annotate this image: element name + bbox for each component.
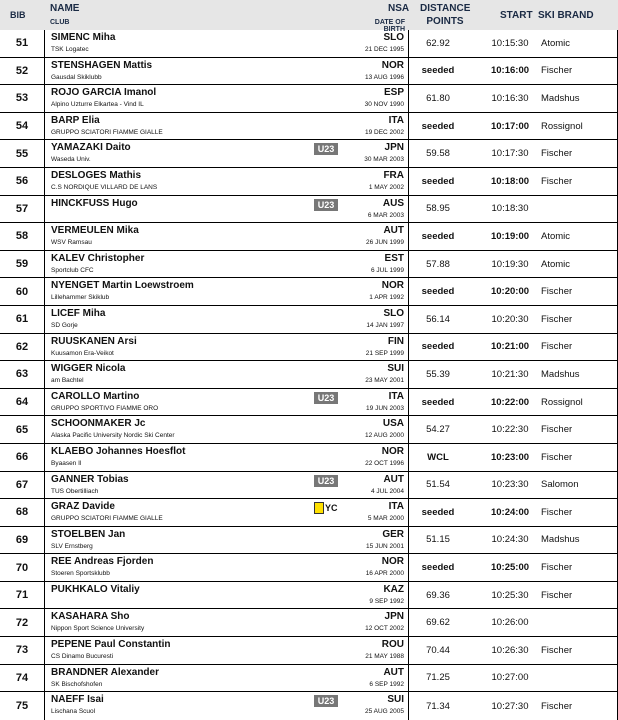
bib-number: 71 [15, 589, 29, 602]
bib-number: 70 [15, 561, 29, 574]
nation-code: USA [382, 418, 404, 430]
date-of-birth: 30 MAR 2003 [364, 156, 404, 164]
ski-brand: Fischer [541, 148, 573, 160]
date-of-birth: 15 JUN 2001 [366, 542, 404, 550]
bib-number: 57 [15, 202, 29, 215]
distance-points: seeded [421, 120, 455, 132]
table-row [0, 58, 618, 86]
club-header: CLUB [50, 19, 70, 26]
start-time: 10:18:00 [490, 175, 530, 187]
table-row [0, 278, 618, 306]
nation-code: KAZ [383, 583, 404, 595]
athlete-name: WIGGER Nicola [51, 363, 126, 375]
bib-number: 59 [15, 258, 29, 271]
athlete-name: SIMENC Miha [51, 32, 116, 43]
nation-code: ESP [383, 87, 404, 99]
table-row [0, 168, 618, 196]
club-name: am Bachtel [51, 377, 84, 385]
bib-number: 69 [15, 533, 29, 546]
nation-code: SLO [383, 32, 404, 43]
club-name: GRUPPO SCIATORI FIAMME GIALLE [51, 515, 163, 523]
distance-points: seeded [421, 286, 455, 298]
athlete-name: STOELBEN Jan [51, 528, 126, 540]
ski-brand: Fischer [541, 286, 573, 298]
date-of-birth: 6 SEP 1992 [369, 680, 404, 688]
start-time: 10:23:30 [491, 479, 529, 491]
athlete-name: VERMEULEN Mika [51, 225, 139, 237]
athlete-name: NYENGET Martin Loewstroem [51, 280, 194, 292]
athlete-name: SCHOONMAKER Jc [51, 418, 146, 430]
start-time: 10:17:30 [491, 148, 529, 160]
distance-points: 71.34 [426, 700, 450, 712]
ski-brand: Atomic [541, 258, 571, 270]
table-row [0, 306, 618, 334]
nation-code: NOR [381, 556, 404, 568]
bib-number: 66 [15, 451, 29, 464]
club-name: Alaska Pacific University Nordic Ski Center [51, 432, 175, 440]
nation-code: JPN [384, 611, 404, 623]
u23-badge: U23 [314, 695, 338, 707]
distance-points: seeded [421, 562, 455, 574]
bib-number: 64 [15, 396, 29, 409]
club-name: GRUPPO SPORTIVO FIAMME ORO [51, 404, 159, 412]
ski-brand: Fischer [541, 506, 573, 518]
distance-points: 54.27 [426, 424, 450, 436]
table-row [0, 30, 618, 58]
distance-points: 62.92 [426, 37, 450, 49]
bib-number: 67 [15, 478, 29, 491]
table-row [0, 499, 618, 527]
nation-code: AUS [382, 197, 404, 209]
club-name: SLV Ernstberg [51, 542, 93, 550]
table-row [0, 472, 618, 500]
nation-code: AUT [383, 473, 404, 485]
bib-number: 74 [15, 671, 29, 684]
u23-badge: U23 [314, 199, 338, 211]
start-time: 10:22:30 [491, 424, 529, 436]
start-time: 10:16:30 [491, 92, 529, 104]
nation-code: NOR [381, 445, 404, 457]
ski-brand: Fischer [541, 700, 573, 712]
club-name: C.S NORDIQUE VILLARD DE LANS [51, 183, 158, 191]
athlete-name: DESLOGES Mathis [51, 169, 142, 181]
nation-code: ITA [388, 501, 404, 513]
club-name: CS Dinamo Bucuresti [51, 653, 114, 661]
ski-brand: Fischer [541, 313, 573, 325]
date-of-birth: 5 MAR 2000 [367, 515, 404, 523]
bib-number: 58 [15, 230, 29, 243]
nation-code: JPN [384, 142, 404, 154]
ski-brand: Fischer [541, 175, 573, 187]
nation-code: SUI [387, 363, 404, 375]
distance-points: 51.15 [426, 534, 450, 546]
nation-code: SUI [387, 694, 404, 706]
bib-number: 51 [15, 37, 29, 50]
distance-points: 69.62 [426, 617, 450, 629]
club-name: Sportclub CFC [51, 266, 94, 274]
ski-brand: Madshus [541, 534, 580, 546]
club-name: TSK Logatec [51, 46, 89, 53]
start-time: 10:25:30 [491, 589, 529, 601]
athlete-name: NAEFF Isai [51, 694, 104, 706]
table-row [0, 196, 618, 224]
nation-code: NOR [381, 280, 404, 292]
club-name: Nippon Sport Science University [51, 625, 145, 633]
bib-number: 54 [15, 120, 29, 133]
club-name: Kuusamon Era-Veikot [51, 349, 114, 357]
date-of-birth: 26 JUN 1999 [366, 239, 404, 247]
athlete-name: PEPENE Paul Constantin [51, 639, 171, 651]
date-of-birth: 19 DEC 2002 [364, 128, 404, 136]
table-row [0, 113, 618, 141]
ski-brand: Atomic [541, 37, 571, 49]
nation-code: EST [384, 252, 404, 264]
start-time: 10:17:00 [490, 120, 530, 132]
club-name: WSV Ramsau [51, 239, 92, 247]
date-of-birth: 12 AUG 2000 [364, 432, 404, 440]
start-time: 10:24:30 [491, 534, 529, 546]
athlete-name: BRANDNER Alexander [51, 666, 159, 678]
bib-number: 72 [15, 616, 29, 629]
bib-number: 55 [15, 147, 29, 160]
dob-header: DATE OF BIRTH [374, 19, 405, 33]
date-of-birth: 4 JUL 2004 [370, 487, 404, 495]
start-time: 10:20:00 [490, 286, 530, 298]
start-list-table [0, 30, 618, 720]
bib-number: 52 [15, 64, 29, 77]
distance-points: seeded [421, 65, 455, 77]
ski-brand: Fischer [541, 65, 573, 77]
table-row [0, 416, 618, 444]
start-time: 10:25:00 [490, 562, 530, 574]
ski-brand: Rossignol [541, 396, 583, 408]
club-name: Byaasen Il [51, 459, 82, 467]
athlete-name: GANNER Tobias [51, 473, 129, 485]
bib-number: 62 [15, 340, 29, 353]
ski-brand: Fischer [541, 424, 573, 436]
table-row [0, 85, 618, 113]
athlete-name: RUUSKANEN Arsi [51, 335, 137, 347]
table-row [0, 361, 618, 389]
distance-points: seeded [421, 175, 455, 187]
club-name: SK Bischofshofen [51, 680, 103, 688]
date-of-birth: 25 AUG 2005 [364, 708, 404, 716]
date-of-birth: 21 DEC 1995 [364, 46, 404, 53]
yellow-card-label: YC [325, 503, 338, 514]
ski-brand: Fischer [541, 341, 573, 353]
start-time: 10:22:00 [490, 396, 530, 408]
distance-points: 57.88 [426, 258, 450, 270]
nation-code: ITA [388, 390, 404, 402]
date-of-birth: 13 AUG 1996 [364, 73, 404, 81]
start-time: 10:19:00 [490, 230, 530, 242]
distance-points: seeded [421, 396, 455, 408]
points-header: POINTS [426, 16, 464, 27]
date-of-birth: 6 JUL 1999 [370, 266, 404, 274]
start-time: 10:24:00 [490, 506, 530, 518]
table-row [0, 389, 618, 417]
date-of-birth: 23 MAY 2001 [365, 377, 404, 385]
ski-brand: Fischer [541, 644, 573, 656]
club-name: Lischana Scuol [51, 708, 96, 716]
distance-points: 69.36 [426, 589, 450, 601]
bib-number: 73 [15, 644, 29, 657]
distance-points: seeded [421, 506, 455, 518]
distance-points: 56.14 [426, 313, 450, 325]
u23-badge: U23 [314, 475, 338, 487]
table-row [0, 692, 618, 720]
date-of-birth: 1 MAY 2002 [368, 183, 404, 191]
nation-code: SLO [383, 307, 404, 319]
ski-brand: Fischer [541, 562, 573, 574]
start-time: 10:27:30 [491, 700, 529, 712]
distance-points: 61.80 [426, 92, 450, 104]
club-name: Alpino Uzturre Elkartea - Vind IL [51, 101, 144, 109]
table-row [0, 637, 618, 665]
bib-number: 63 [15, 368, 29, 381]
date-of-birth: 19 JUN 2003 [366, 404, 404, 412]
bib-number: 60 [15, 285, 29, 298]
start-time: 10:21:00 [490, 341, 530, 353]
date-of-birth: 1 APR 1992 [369, 294, 404, 302]
club-name: Lillehammer Skiklub [51, 294, 110, 302]
date-of-birth: 9 SEP 1992 [369, 597, 404, 605]
athlete-name: KASAHARA Sho [51, 611, 130, 623]
start-time: 10:19:30 [491, 258, 529, 270]
athlete-name: PUKHKALO Vitaliy [51, 583, 140, 595]
club-name: Gausdal Skiklubb [51, 73, 102, 81]
club-name: Waseda Univ. [51, 156, 91, 164]
club-name: SD Gorje [51, 321, 78, 329]
ski-brand: Rossignol [541, 120, 583, 132]
athlete-name: STENSHAGEN Mattis [51, 59, 153, 71]
date-of-birth: 16 APR 2000 [365, 570, 404, 578]
start-time: 10:26:30 [491, 644, 529, 656]
nation-code: GER [382, 528, 404, 540]
start-time: 10:18:30 [491, 203, 529, 215]
date-of-birth: 14 JAN 1997 [366, 321, 404, 329]
table-row [0, 554, 618, 582]
athlete-name: BARP Elia [51, 114, 100, 126]
start-time: 10:27:00 [491, 672, 529, 684]
athlete-name: KALEV Christopher [51, 252, 145, 264]
bib-number: 68 [15, 506, 29, 519]
distance-points: 71.25 [426, 672, 450, 684]
date-of-birth: 21 MAY 1988 [365, 653, 404, 661]
club-name: GRUPPO SCIATORI FIAMME GIALLE [51, 128, 163, 136]
athlete-name: CAROLLO Martino [51, 390, 140, 402]
table-row [0, 527, 618, 555]
nsa-header: NSA [388, 3, 410, 14]
start-time: 10:20:30 [491, 313, 529, 325]
ski-brand: Madshus [541, 92, 580, 104]
athlete-name: REE Andreas Fjorden [51, 556, 154, 568]
date-of-birth: 22 OCT 1996 [365, 459, 404, 467]
nation-code: ROU [381, 639, 404, 651]
bib-header: BIB [10, 10, 26, 20]
nation-code: NOR [381, 59, 404, 71]
table-row [0, 251, 618, 279]
distance-points: 59.58 [426, 148, 450, 160]
start-header: START [500, 10, 533, 21]
yellow-card-badge [314, 502, 338, 514]
nation-code: AUT [383, 666, 404, 678]
ski-brand: Atomic [541, 230, 571, 242]
start-time: 10:16:00 [490, 65, 530, 77]
ski-brand-header: SKI BRAND [538, 10, 594, 21]
start-time: 10:21:30 [491, 368, 529, 380]
start-time: 10:23:00 [490, 451, 530, 463]
club-name: Stoeren Sportsklubb [51, 570, 110, 578]
table-row [0, 140, 618, 168]
bib-number: 56 [15, 175, 29, 188]
club-name: TUS Obertilliach [51, 487, 99, 495]
date-of-birth: 12 OCT 2002 [365, 625, 404, 633]
nation-code: AUT [383, 225, 404, 237]
table-row [0, 334, 618, 362]
athlete-name: GRAZ Davide [51, 501, 115, 513]
u23-badge: U23 [314, 143, 338, 155]
athlete-name: KLAEBO Johannes Hoesflot [51, 445, 186, 457]
name-header: NAME [50, 3, 80, 14]
table-row [0, 665, 618, 693]
u23-badge: U23 [314, 392, 338, 404]
ski-brand: Madshus [541, 368, 580, 380]
ski-brand: Fischer [541, 451, 573, 463]
yellow-card-icon [314, 502, 324, 514]
table-header [0, 0, 618, 33]
distance-points: 55.39 [426, 368, 450, 380]
bib-number: 61 [15, 313, 29, 326]
date-of-birth: 30 NOV 1990 [364, 101, 404, 109]
ski-brand: Salomon [541, 479, 579, 491]
table-row [0, 582, 618, 610]
athlete-name: YAMAZAKI Daito [51, 142, 131, 154]
table-row [0, 444, 618, 472]
nation-code: ITA [388, 114, 404, 126]
date-of-birth: 6 MAR 2003 [367, 211, 404, 219]
distance-points: seeded [421, 230, 455, 242]
table-row [0, 609, 618, 637]
distance-header: DISTANCE [420, 3, 471, 14]
bib-number: 75 [15, 700, 29, 713]
distance-points: 70.44 [426, 644, 450, 656]
nation-code: FIN [387, 335, 404, 347]
distance-points: WCL [427, 451, 449, 463]
bib-number: 53 [15, 92, 29, 105]
date-of-birth: 21 SEP 1999 [365, 349, 404, 357]
distance-points: 51.54 [426, 479, 450, 491]
ski-brand: Fischer [541, 589, 573, 601]
athlete-name: ROJO GARCIA Imanol [51, 87, 157, 99]
distance-points: seeded [421, 341, 455, 353]
table-row [0, 223, 618, 251]
start-time: 10:26:00 [491, 617, 529, 629]
start-time: 10:15:30 [491, 37, 529, 49]
distance-points: 58.95 [426, 203, 450, 215]
athlete-name: LICEF Miha [51, 307, 106, 319]
athlete-name: HINCKFUSS Hugo [51, 197, 138, 209]
nation-code: FRA [383, 169, 404, 181]
bib-number: 65 [15, 423, 29, 436]
